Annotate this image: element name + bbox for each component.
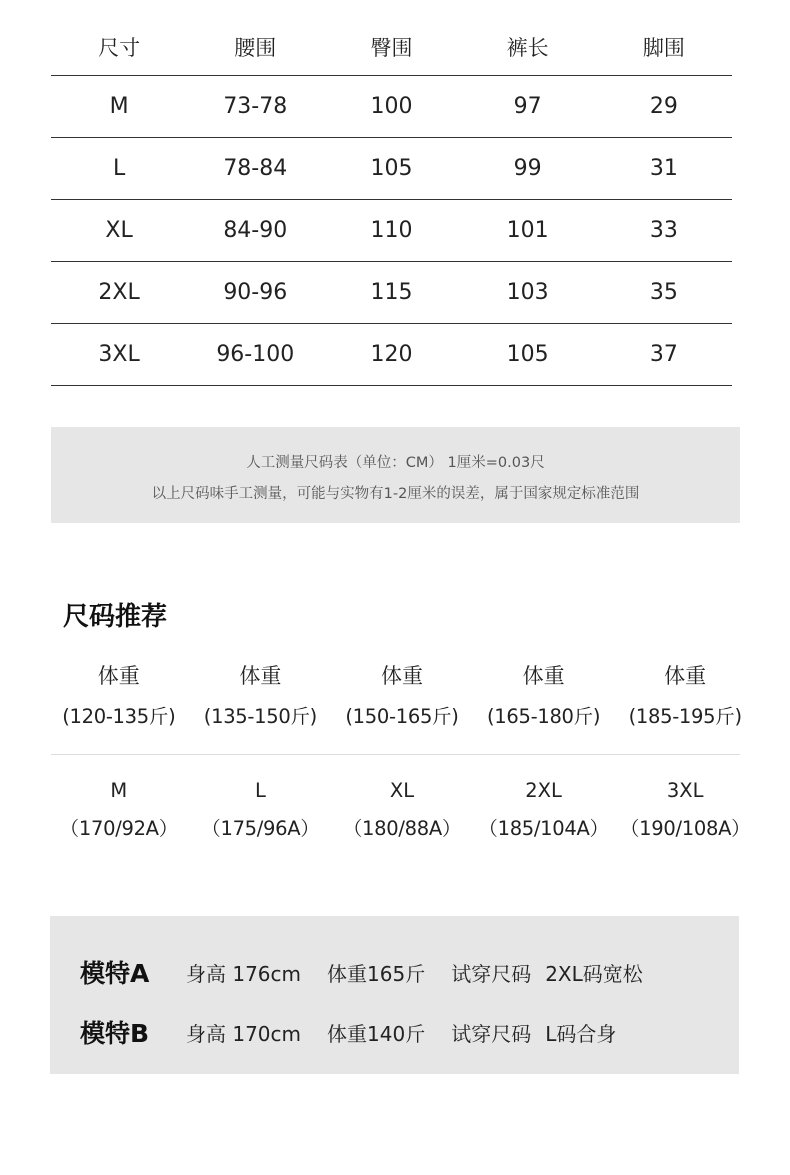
recommended-height: （190/108A） <box>619 817 751 840</box>
model-row <box>80 1012 642 1052</box>
model-height: 身高 176cm <box>186 961 302 986</box>
header-hip: 臀围 <box>370 35 413 60</box>
model-try-label: 试穿尺码 <box>451 961 532 986</box>
cell-waist: 73-78 <box>223 94 288 119</box>
cell-length: 105 <box>506 342 549 367</box>
weight-label: 体重 <box>239 664 282 688</box>
model-weight: 体重140斤 <box>327 1021 426 1046</box>
cell-waist: 84-90 <box>223 218 288 243</box>
header-hem: 脚围 <box>642 35 685 60</box>
header-size: 尺寸 <box>98 35 141 60</box>
model-try-value: 2XL码宽松 <box>545 961 643 986</box>
header-length: 裤长 <box>506 35 549 60</box>
cell-hem: 33 <box>649 218 678 243</box>
table-row <box>51 200 732 262</box>
recommended-height: （180/88A） <box>342 817 462 840</box>
cell-size: M <box>109 94 129 119</box>
model-try-label: 试穿尺码 <box>451 1021 532 1046</box>
recommended-size: L <box>254 779 266 802</box>
model-name: 模特B <box>80 1019 150 1048</box>
size-height-row <box>48 772 756 848</box>
cell-hip: 105 <box>370 156 413 181</box>
cell-waist: 78-84 <box>223 156 288 181</box>
model-info-box <box>50 916 739 1074</box>
weight-label: 体重 <box>522 664 565 688</box>
model-row <box>80 952 669 992</box>
cell-hem: 35 <box>649 280 678 305</box>
cell-hip: 100 <box>370 94 413 119</box>
weight-range: (150-165斤) <box>345 705 459 728</box>
weight-range: (165-180斤) <box>486 705 601 728</box>
cell-hem: 37 <box>649 342 678 367</box>
model-name: 模特A <box>80 959 150 988</box>
measurement-note <box>51 427 740 523</box>
cell-size: L <box>112 156 126 181</box>
cell-size: XL <box>105 218 133 243</box>
weight-range: (135-150斤) <box>203 705 317 728</box>
cell-length: 97 <box>513 94 542 119</box>
model-weight: 体重165斤 <box>327 961 426 986</box>
model-try-value: L码合身 <box>545 1021 617 1046</box>
cell-hem: 31 <box>649 156 678 181</box>
recommended-size: 2XL <box>525 779 562 802</box>
cell-length: 101 <box>506 218 549 243</box>
cell-hip: 110 <box>370 218 413 243</box>
cell-hem: 29 <box>649 94 678 119</box>
model-height: 身高 170cm <box>186 1021 302 1046</box>
cell-waist: 96-100 <box>216 342 295 367</box>
recommended-height: （170/92A） <box>59 817 178 840</box>
cell-size: 2XL <box>98 280 140 305</box>
weight-row <box>48 655 756 737</box>
cell-size: 3XL <box>98 342 140 367</box>
recommended-size: 3XL <box>666 779 704 802</box>
recommend-title: 尺码推荐 <box>63 602 168 632</box>
table-row <box>51 324 732 386</box>
cell-length: 103 <box>506 280 549 305</box>
weight-range: (185-195斤) <box>628 705 742 728</box>
cell-waist: 90-96 <box>223 280 288 305</box>
size-table <box>51 18 732 386</box>
recommended-size: M <box>110 779 128 802</box>
weight-label: 体重 <box>97 664 140 688</box>
weight-label: 体重 <box>380 664 423 688</box>
divider <box>51 754 740 755</box>
table-row <box>51 262 732 324</box>
table-row <box>51 76 732 138</box>
recommended-size: XL <box>389 779 415 802</box>
weight-label: 体重 <box>664 664 707 688</box>
size-table-header <box>51 18 732 76</box>
note-error-line: 以上尺码味手工测量，可能与实物有1-2厘米的误差，属于国家规定标准范围 <box>151 486 640 502</box>
header-waist: 腰围 <box>234 35 277 60</box>
cell-hip: 115 <box>370 280 413 305</box>
cell-hip: 120 <box>370 342 413 367</box>
weight-range: (120-135斤) <box>62 705 176 728</box>
table-row <box>51 138 732 200</box>
note-unit-line: 人工测量尺码表（单位：CM） 1厘米=0.03尺 <box>246 455 545 471</box>
recommended-height: （175/96A） <box>201 817 320 840</box>
recommended-height: （185/104A） <box>478 817 609 840</box>
cell-length: 99 <box>513 156 542 181</box>
